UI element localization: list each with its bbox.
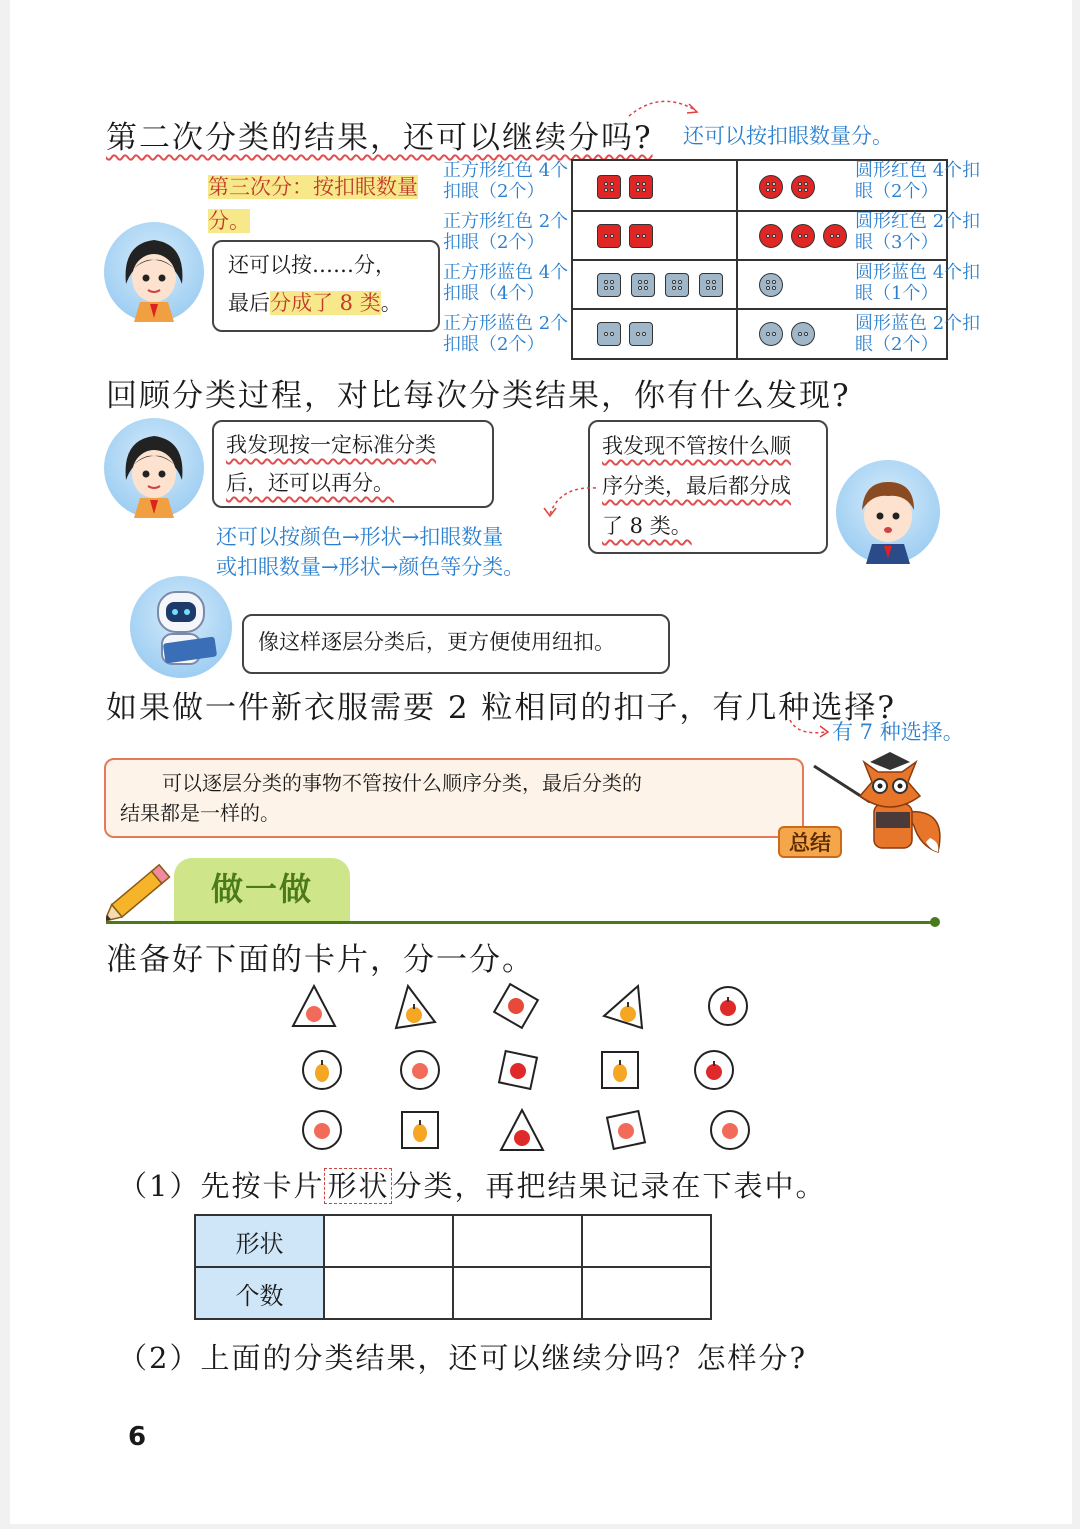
card-square-pear bbox=[598, 1048, 642, 1092]
sub-question-1 bbox=[118, 1164, 826, 1205]
button-table-left-labels bbox=[443, 160, 573, 364]
sub-question-2: （2）上面的分类结果，还可以继续分吗？怎样分? bbox=[118, 1341, 807, 1375]
task-instruction: 准备好下面的卡片，分一分。 bbox=[106, 942, 535, 978]
button-square-blue-4hole bbox=[631, 273, 655, 297]
left-label-3: 正方形蓝色 4个扣眼（4个） bbox=[443, 262, 569, 304]
record-table-row-count bbox=[195, 1267, 711, 1319]
card-triangle-pear bbox=[390, 982, 438, 1030]
robot-avatar bbox=[130, 576, 232, 678]
right-label-3: 圆形蓝色 4个扣眼（1个） bbox=[855, 262, 981, 304]
dashed-arrow-icon bbox=[540, 480, 600, 520]
girl-bubble-2-line1: 我发现按一定标准分类 bbox=[226, 433, 436, 457]
boy-speech-bubble bbox=[588, 420, 828, 554]
section-line-dot bbox=[930, 917, 940, 927]
sub1-prefix: （1）先按卡片 bbox=[118, 1169, 325, 1203]
fruit-cards-grid bbox=[280, 978, 760, 1158]
summary-box bbox=[104, 758, 804, 838]
classification-order-note bbox=[216, 522, 524, 582]
textbook-page bbox=[10, 0, 1072, 1524]
record-cell[interactable] bbox=[324, 1267, 453, 1319]
page-number: 6 bbox=[128, 1422, 147, 1452]
note-line1: 还可以按颜色→形状→扣眼数量 bbox=[216, 525, 504, 549]
section-underline bbox=[106, 921, 936, 924]
sub1-boxed: 形状 bbox=[324, 1168, 392, 1204]
girl-bubble-1-suffix: 。 bbox=[380, 291, 402, 315]
third-class-label bbox=[208, 170, 423, 238]
button-square-blue-4hole bbox=[699, 273, 723, 297]
girl-avatar bbox=[104, 222, 204, 322]
card-square-pear bbox=[398, 1108, 442, 1152]
card-circle-peach bbox=[708, 1108, 752, 1152]
card-triangle-pear bbox=[600, 982, 648, 1030]
button-round-red-2hole bbox=[759, 224, 783, 248]
third-class-text: 第三次分：按扣眼数量分。 bbox=[208, 175, 418, 233]
card-diamond-apple bbox=[494, 1046, 542, 1094]
button-round-blue-4hole bbox=[759, 273, 783, 297]
button-square-blue-4hole bbox=[665, 273, 689, 297]
button-round-red-4hole bbox=[791, 175, 815, 199]
button-table-right-labels bbox=[855, 160, 983, 364]
button-square-red-2hole bbox=[629, 224, 653, 248]
button-square-blue-2hole bbox=[629, 322, 653, 346]
dashed-arrow-icon bbox=[625, 94, 705, 120]
record-table-row-shape bbox=[195, 1215, 711, 1267]
record-cell[interactable] bbox=[324, 1215, 453, 1267]
robot-speech-bubble: 像这样逐层分类后，更方便使用纽扣。 bbox=[242, 614, 670, 674]
summary-line1: 可以逐层分类的事物不管按什么顺序分类，最后分类的 bbox=[162, 771, 642, 795]
record-label-shape: 形状 bbox=[195, 1215, 324, 1267]
card-circle-pear bbox=[300, 1048, 344, 1092]
button-round-red-4hole bbox=[759, 175, 783, 199]
card-circle-apple bbox=[692, 1048, 736, 1092]
boy-bubble-line1: 我发现不管按什么顺 bbox=[602, 434, 791, 458]
girl-bubble-1-line2 bbox=[228, 284, 424, 322]
button-round-red-2hole bbox=[823, 224, 847, 248]
record-cell[interactable] bbox=[582, 1267, 711, 1319]
button-round-red-2hole bbox=[791, 224, 815, 248]
boy-bubble-line3: 了 8 类。 bbox=[602, 514, 692, 538]
card-circle-peach bbox=[398, 1048, 442, 1092]
button-square-red-4hole bbox=[629, 175, 653, 199]
question-3-answer: 有 7 种选择。 bbox=[832, 720, 964, 744]
dashed-arrow-icon bbox=[786, 716, 834, 740]
button-round-blue-2hole bbox=[759, 322, 783, 346]
card-triangle-peach bbox=[290, 982, 338, 1030]
girl-speech-bubble-2 bbox=[212, 420, 494, 508]
boy-face-icon bbox=[836, 460, 940, 564]
girl-face-icon bbox=[104, 418, 204, 518]
button-round-blue-2hole bbox=[791, 322, 815, 346]
right-label-1: 圆形红色 4个扣眼（2个） bbox=[855, 160, 981, 202]
button-square-blue-4hole bbox=[597, 273, 621, 297]
card-triangle-apple bbox=[498, 1106, 546, 1154]
girl-bubble-1-line1: 还可以按……分， bbox=[228, 253, 396, 277]
card-circle-apple bbox=[706, 984, 750, 1028]
question-1-text: 第二次分类的结果，还可以继续分吗? bbox=[106, 120, 653, 156]
card-diamond-peach bbox=[602, 1106, 650, 1154]
button-square-red-2hole bbox=[597, 224, 621, 248]
record-cell[interactable] bbox=[453, 1215, 582, 1267]
card-diamond-peach bbox=[490, 980, 542, 1032]
card-circle-peach bbox=[300, 1108, 344, 1152]
record-cell[interactable] bbox=[582, 1215, 711, 1267]
question-3: 如果做一件新衣服需要 2 粒相同的扣子，有几种选择? bbox=[106, 690, 897, 726]
girl-bubble-2-line2: 后，还可以再分。 bbox=[226, 471, 394, 495]
pencil-icon bbox=[106, 856, 178, 926]
right-label-2: 圆形红色 2个扣眼（3个） bbox=[855, 211, 981, 253]
robot-icon bbox=[130, 576, 232, 678]
record-label-count: 个数 bbox=[195, 1267, 324, 1319]
right-label-4: 圆形蓝色 2个扣眼（2个） bbox=[855, 313, 981, 355]
button-square-red-4hole bbox=[597, 175, 621, 199]
sub1-suffix: 分类，再把结果记录在下表中。 bbox=[392, 1169, 827, 1203]
left-label-2: 正方形红色 2个扣眼（2个） bbox=[443, 211, 569, 253]
left-label-1: 正方形红色 4个扣眼（2个） bbox=[443, 160, 569, 202]
boy-bubble-line2: 序分类，最后都分成 bbox=[602, 474, 791, 498]
button-square-blue-2hole bbox=[597, 322, 621, 346]
girl-speech-bubble-1 bbox=[212, 240, 440, 332]
girl-avatar-2 bbox=[104, 418, 204, 518]
record-cell[interactable] bbox=[453, 1267, 582, 1319]
note-line2: 或扣眼数量→形状→颜色等分类。 bbox=[216, 555, 525, 579]
boy-avatar bbox=[836, 460, 940, 564]
left-label-4: 正方形蓝色 2个扣眼（2个） bbox=[443, 313, 569, 355]
girl-bubble-1-prefix: 最后 bbox=[228, 291, 270, 315]
girl-face-icon bbox=[104, 222, 204, 322]
question-1-answer: 还可以按扣眼数量分。 bbox=[683, 124, 893, 148]
section-title: 做一做 bbox=[174, 858, 350, 922]
fox-teacher-icon bbox=[810, 742, 950, 858]
summary-badge: 总结 bbox=[778, 826, 842, 858]
question-1 bbox=[106, 112, 653, 157]
summary-line2: 结果都是一样的。 bbox=[120, 801, 280, 825]
record-table bbox=[194, 1214, 712, 1320]
girl-bubble-1-highlight: 分成了 8 类 bbox=[270, 291, 381, 315]
question-2: 回顾分类过程，对比每次分类结果，你有什么发现? bbox=[106, 378, 851, 414]
